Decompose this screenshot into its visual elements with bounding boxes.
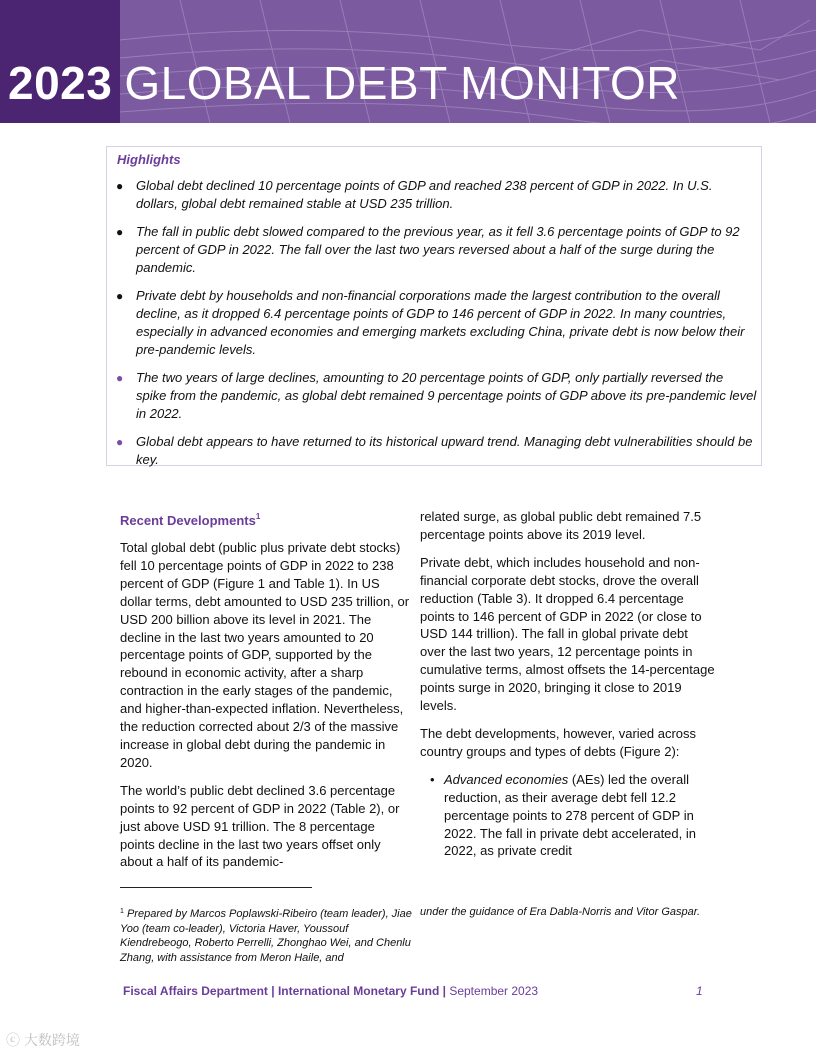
bullet-icon: ● [116,435,124,449]
highlights-box [106,146,762,466]
footnote-left: $^1$ Prepared by Marcos Poplawski-Ribeiro (team leader), Jiae Yoo (team co-leader), Victoria Haver, Youssouf Kiendrebeogo, Roberto Perrelli, Zhonghao Wei, and Chenlu Zhang, with assistance from Meron Haile, and [120,908,412,964]
footnote-reference[interactable]: 1 [255,512,261,521]
title-banner [0,0,816,123]
watermark: ⓒ 大数跨境 [6,1032,80,1048]
highlight-item: ● The two years of large declines, amounting to 20 percentage points of GDP, only partially reversed the spike from the pandemic, as global debt remained 9 percentage points of GDP above its pre-pandemic level in 2022. [116,370,757,421]
body-column-left [120,508,412,881]
body-paragraph: The debt developments, however, varied across country groups and types of debts (Figure 2): [420,725,697,759]
bullet-icon: ● [116,225,124,239]
title-text: GLOBAL DEBT MONITOR [124,57,681,109]
body-paragraph: Total global debt (public plus private debt stocks) fell 10 percentage points of GDP in 2022 to 238 percent of GDP (Figure 1 and Table 1). In US dollar terms, debt amounted to USD 235 trillion, or USD 200 billion above its level in 2021. The decline in the last two years amounted to 20 percentage points of GDP, supported by the rebound in economic activity, after a sharp contraction in the early stages of the pandemic, and higher-than-expected inflation. Nevertheless, the reduction corrected about 2/3 of the massive increase in global debt during the pandemic in 2020. [120,540,410,770]
section-heading: Recent Developments$^1$ [120,512,261,528]
page-title [8,56,680,110]
watermark-logo-icon: ⓒ [6,1032,24,1048]
body-paragraph: Private debt, which includes household and non-financial corporate debt stocks, drove the overall reduction (Table 3). It dropped 6.4 percentage points to 146 percent of GDP in 2022 (or close to USD 144 trillion). The fall in global private debt over the last two years, 12 percentage points in cumulative terms, almost offsets the 14-percentage points surge in 2020, bringing it close to 2019 levels. [420,554,715,714]
bullet-icon: • [430,771,435,787]
page-number: 1 [696,984,703,998]
bullet-icon: ● [116,179,124,193]
list-item: • Advanced economies (AEs) led the overall reduction, as their average debt fell 12.2 percentage points to 278 percent of GDP in 2022. The fall in private debt accelerated, in 2022, as private credit [430,771,696,859]
footnote-right: under the guidance of Era Dabla-Norris and Vitor Gaspar. [420,906,701,918]
page-footer [123,984,538,998]
footnote-divider [120,887,312,888]
body-paragraph: related surge, as global public debt remained 7.5 percentage points above its 2019 level. [420,509,702,542]
title-year: 2023 [8,57,113,109]
body-column-right [420,508,716,870]
highlight-item: ● Private debt by households and non-financial corporations made the largest contribution to the overall decline, as it dropped 6.4 percentage points of GDP to 146 percent of GDP in 2022. In many countries, especially in advanced economies and emerging markets excluding China, private debt is now below their pre-pandemic levels. [116,288,745,357]
footer-org: Fiscal Affairs Department | International Monetary Fund | [123,984,446,998]
footer-date: September 2023 [446,984,539,998]
highlights-list [107,177,763,479]
highlight-item: ● Global debt declined 10 percentage points of GDP and reached 238 percent of GDP in 2022. In U.S. dollars, global debt remained stable at USD 235 trillion. [116,178,713,211]
highlight-item: ● The fall in public debt slowed compared to the previous year, as it fell 3.6 percentage points of GDP to 92 percent of GDP in 2022. The fall over the last two years reversed about a half of the surge during the pandemic. [116,224,740,275]
bullet-icon: ● [116,289,124,303]
bullet-icon: ● [116,371,124,385]
highlights-title: Highlights [117,152,181,167]
highlight-item: ● Global debt appears to have returned to its historical upward trend. Managing debt vulnerabilities should be key. [116,434,753,467]
body-paragraph: The world’s public debt declined 3.6 percentage points to 92 percent of GDP in 2022 (Table 2), or just above USD 91 trillion. The 8 percentage points decline in the last two years offset only about a half of its pandemic- [120,782,400,870]
